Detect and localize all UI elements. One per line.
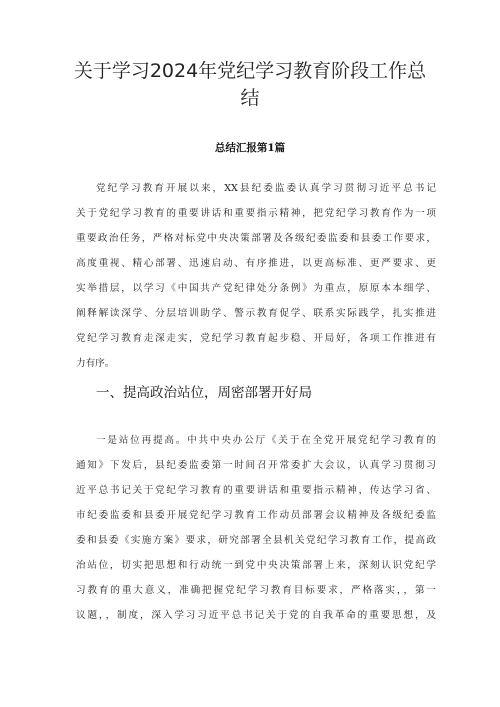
body-paragraph	[76, 428, 436, 628]
paragraph-line: 关于党纪学习教育的重要讲话和重要指示精神，把党纪学习教育作为一项	[76, 208, 436, 219]
section-heading: 一、提高政治站位，周密部署开好局	[96, 385, 312, 401]
paragraph-line: 议题，，制度，深入学习习近平总书记关于党的自我革命的重要思想，及	[76, 610, 436, 621]
document-title	[60, 58, 440, 112]
paragraph-line: 委和县委《实施方案》要求，研究部署全县机关党纪学习教育工作，提高政	[76, 535, 436, 546]
intro-paragraph	[76, 176, 436, 376]
paragraph-line: 重要政治任务，严格对标党中央决策部署及各级纪委监委和县委工作要求，	[76, 233, 436, 244]
paragraph-line: 近平总书记关于党纪学习教育的重要讲话和重要指示精神，传达学习省、	[76, 485, 436, 496]
paragraph-line: 高度重视、精心部署、迅速启动、有序推进，以更高标准、更严要求、更	[76, 258, 436, 269]
paragraph-line: 力有序。	[76, 358, 115, 369]
title-line-1: 关于学习2024年党纪学习教育阶段工作总	[73, 60, 427, 82]
paragraph-line: 实举措层，以学习《中国共产党纪律处分条例》为重点，原原本本细学、	[76, 283, 436, 294]
title-line-2: 结	[240, 87, 260, 109]
paragraph-line: 习教育的重大意义，准确把握党纪学习教育目标要求，严格落实，，第一	[76, 585, 436, 596]
paragraph-line: 治站位，切实把思想和行动统一到党中央决策部署上来，深刻认识党纪学	[76, 560, 436, 571]
paragraph-line: 党纪学习教育开展以来，XX县纪委监委认真学习贯彻习近平总书记	[96, 183, 436, 194]
paragraph-line: 一是站位再提高。中共中央办公厅《关于在全党开展党纪学习教育的	[96, 435, 436, 446]
paragraph-line: 阐释解读深学、分层培训助学、警示教育促学、联系实际践学，扎实推进	[76, 308, 436, 319]
section-tag: 总结汇报第1篇	[214, 142, 286, 154]
paragraph-line: 党纪学习教育走深走实，党纪学习教育起步稳、开局好，各项工作推进有	[76, 333, 436, 344]
paragraph-line: 市纪委监委和县委开展党纪学习教育工作动员部署会议精神及各级纪委监	[76, 510, 436, 521]
paragraph-line: 通知》下发后，县纪委监委第一时间召开常委扩大会议，认真学习贯彻习	[76, 460, 436, 471]
